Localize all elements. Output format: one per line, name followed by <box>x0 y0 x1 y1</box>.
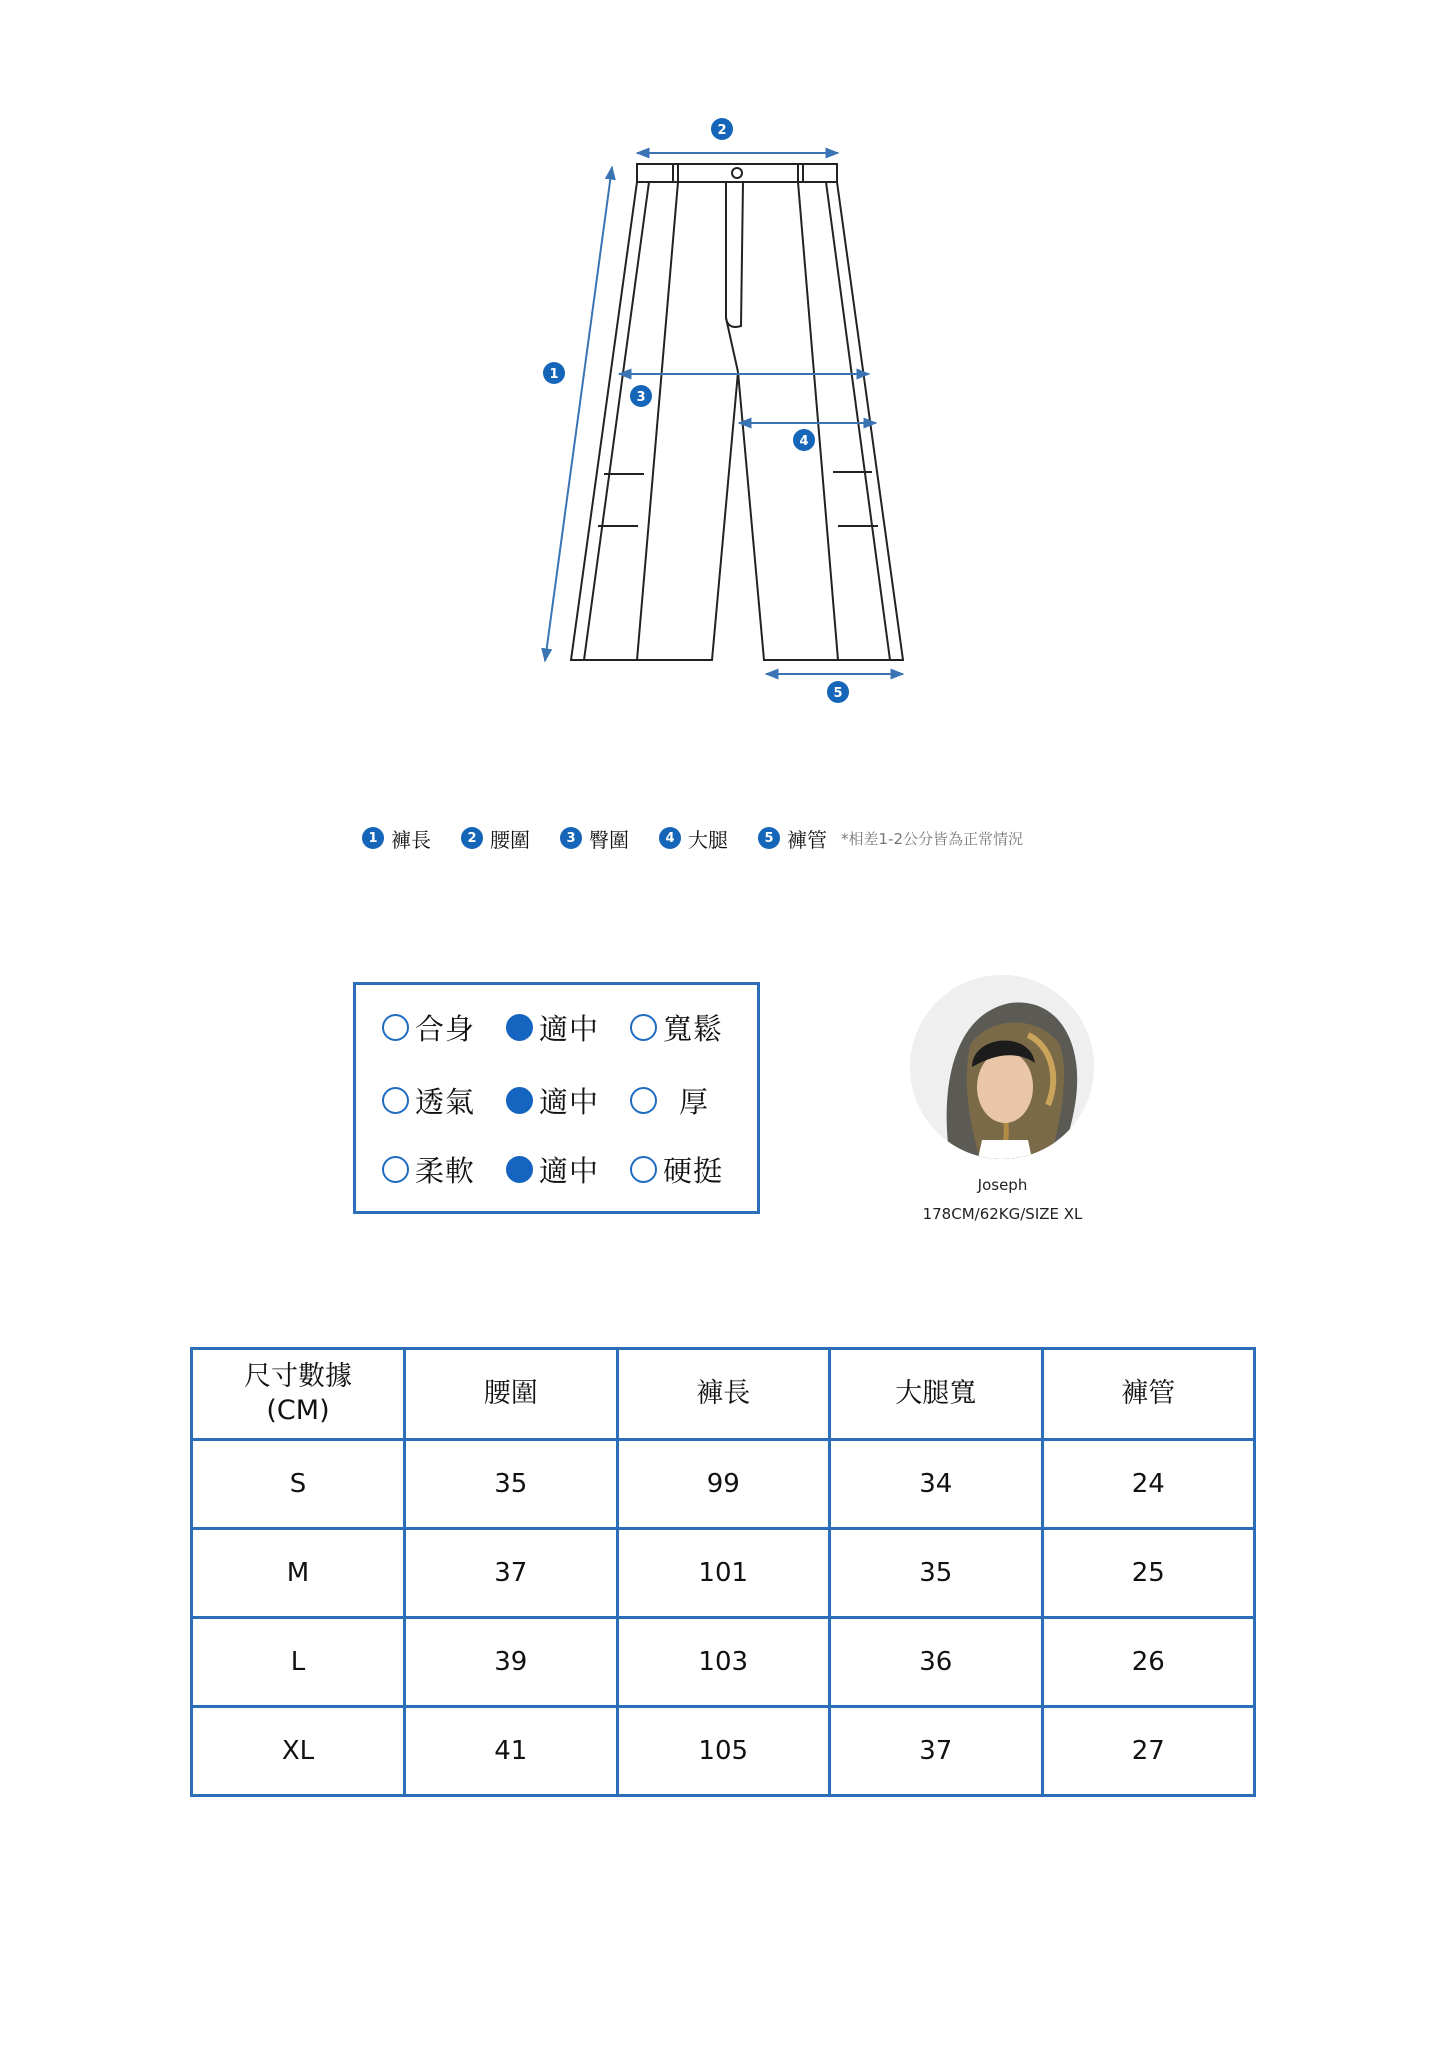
option-soft <box>382 1149 475 1189</box>
option-loose <box>630 1007 723 1047</box>
measurement-legend <box>362 820 1122 856</box>
legend-item-hem <box>758 824 827 853</box>
radio-filled-icon <box>506 1156 533 1183</box>
value-cell: 35 <box>405 1440 618 1529</box>
measure-lines <box>545 153 903 674</box>
legend-item-waist <box>461 824 530 853</box>
header-length: 褲長 <box>617 1349 830 1440</box>
feel-row-softness <box>356 1149 757 1189</box>
pants-outline <box>571 164 903 660</box>
value-cell: 34 <box>830 1440 1043 1529</box>
option-label: 透氣 <box>415 1084 476 1119</box>
table-row <box>192 1529 1255 1618</box>
marker-5 <box>827 681 849 703</box>
legend-item-length <box>362 824 431 853</box>
number-badge: 5 <box>758 827 780 849</box>
option-medium <box>506 1007 599 1047</box>
number-badge: 1 <box>362 827 384 849</box>
legend-label: 大腿 <box>688 827 728 852</box>
value-cell: 101 <box>617 1529 830 1618</box>
legend-label: 褲管 <box>787 827 827 852</box>
option-label: 適中 <box>539 1084 600 1119</box>
radio-empty-icon <box>382 1014 409 1041</box>
model-photo <box>910 975 1094 1159</box>
value-cell: 24 <box>1042 1440 1255 1529</box>
value-cell: 36 <box>830 1618 1043 1707</box>
radio-filled-icon <box>506 1014 533 1041</box>
option-label: 合身 <box>415 1011 476 1046</box>
table-header-row <box>192 1349 1255 1440</box>
header-thigh: 大腿寬 <box>830 1349 1043 1440</box>
radio-filled-icon <box>506 1087 533 1114</box>
table-row <box>192 1707 1255 1796</box>
size-cell: S <box>192 1440 405 1529</box>
legend-label: 褲長 <box>391 827 431 852</box>
feel-row-fit <box>356 1007 757 1047</box>
radio-empty-icon <box>630 1087 657 1114</box>
header-waist: 腰圍 <box>405 1349 618 1440</box>
marker-2 <box>711 118 733 140</box>
option-label: 寬鬆 <box>663 1011 724 1046</box>
length-line <box>545 167 612 661</box>
value-cell: 35 <box>830 1529 1043 1618</box>
fabric-feel-box <box>353 982 760 1214</box>
diagram-markers <box>543 118 849 703</box>
value-cell: 37 <box>405 1529 618 1618</box>
header-hem: 褲管 <box>1042 1349 1255 1440</box>
svg-text:3: 3 <box>636 390 646 405</box>
model-avatar <box>910 975 1094 1159</box>
value-cell: 27 <box>1042 1707 1255 1796</box>
value-cell: 103 <box>617 1618 830 1707</box>
option-medium <box>506 1080 599 1120</box>
radio-empty-icon <box>382 1087 409 1114</box>
number-badge: 3 <box>560 827 582 849</box>
option-medium <box>506 1149 599 1189</box>
radio-empty-icon <box>630 1156 657 1183</box>
value-cell: 105 <box>617 1707 830 1796</box>
table-row <box>192 1440 1255 1529</box>
option-label: 適中 <box>539 1011 600 1046</box>
value-cell: 26 <box>1042 1618 1255 1707</box>
option-label: 硬挺 <box>663 1153 724 1188</box>
number-badge: 2 <box>461 827 483 849</box>
option-breathable <box>382 1080 475 1120</box>
header-size-data <box>192 1349 405 1440</box>
radio-empty-icon <box>382 1156 409 1183</box>
size-cell: XL <box>192 1707 405 1796</box>
option-label: 柔軟 <box>415 1153 476 1188</box>
svg-text:2: 2 <box>717 123 727 138</box>
size-cell: M <box>192 1529 405 1618</box>
radio-empty-icon <box>630 1014 657 1041</box>
marker-3 <box>630 385 652 407</box>
option-thick <box>630 1080 709 1120</box>
option-label: 適中 <box>539 1153 600 1188</box>
svg-text:5: 5 <box>833 686 843 701</box>
legend-item-hip <box>560 824 629 853</box>
value-cell: 37 <box>830 1707 1043 1796</box>
value-cell: 39 <box>405 1618 618 1707</box>
option-fitted <box>382 1007 475 1047</box>
size-cell: L <box>192 1618 405 1707</box>
pants-diagram <box>0 0 1448 760</box>
model-spec: 178CM/62KG/SIZE XL <box>922 1205 1083 1223</box>
tolerance-note: *相差1-2公分皆為正常情況 <box>841 829 1024 848</box>
table-row <box>192 1618 1255 1707</box>
legend-item-thigh <box>659 824 728 853</box>
header-unit: (CM) <box>266 1395 330 1426</box>
option-label: 厚 <box>679 1084 710 1119</box>
legend-label: 臀圍 <box>589 827 629 852</box>
header-title: 尺寸數據 <box>244 1361 352 1392</box>
value-cell: 25 <box>1042 1529 1255 1618</box>
size-table <box>190 1347 1256 1797</box>
option-stiff <box>630 1149 723 1189</box>
value-cell: 99 <box>617 1440 830 1529</box>
svg-text:1: 1 <box>549 367 559 382</box>
svg-text:4: 4 <box>799 434 809 449</box>
marker-1 <box>543 362 565 384</box>
feel-row-thickness <box>356 1080 757 1120</box>
model-name: Joseph <box>977 1176 1028 1194</box>
number-badge: 4 <box>659 827 681 849</box>
value-cell: 41 <box>405 1707 618 1796</box>
marker-4 <box>793 429 815 451</box>
legend-label: 腰圍 <box>490 827 530 852</box>
